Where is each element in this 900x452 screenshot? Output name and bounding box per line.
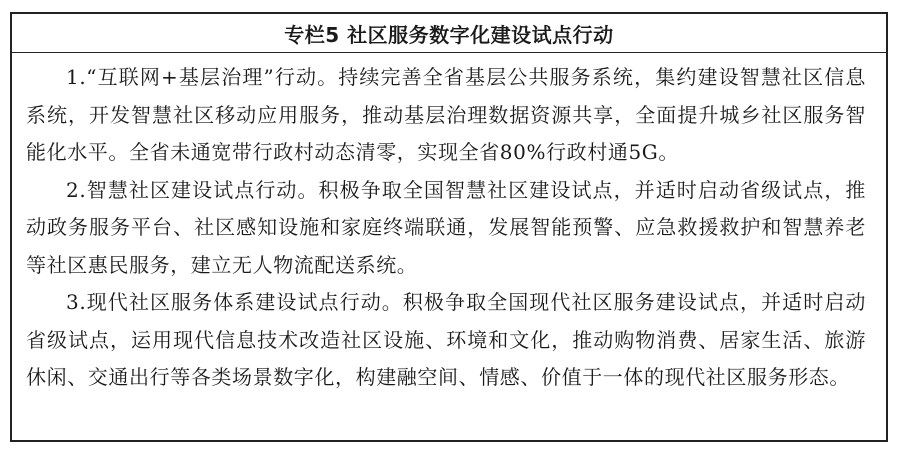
item-paragraph-1: 1.“互联网+基层治理”行动。持续完善全省基层公共服务系统，集约建设智慧社区信息系统，开发智慧社区移动应用服务，推动基层治理数据资源共享，全面提升城乡社区服务智能化水平。全省未通宽带行政村动态清零，实现全省80%行政村通5G。 [26,65,866,164]
column-box [10,12,888,442]
box-title: 专栏5 社区服务数字化建设试点行动 [12,14,886,53]
item-paragraph-2: 2.智慧社区建设试点行动。积极争取全国智慧社区建设试点，并适时启动省级试点，推动政务服务平台、社区感知设施和家庭终端联通，发展智能预警、应急救援救护和智慧养老等社区惠民服务，建立无人物流配送系统。 [26,177,866,277]
item-paragraph-3: 3.现代社区服务体系建设试点行动。积极争取全国现代社区服务建设试点，并适时启动省级试点，运用现代信息技术改造社区设施、环境和文化，推动购物消费、居家生活、旅游休闲、交通出行等各类场景数字化，构建融空间、情感、价值于一体的现代社区服务形态。 [26,290,866,389]
box-body [12,53,886,397]
